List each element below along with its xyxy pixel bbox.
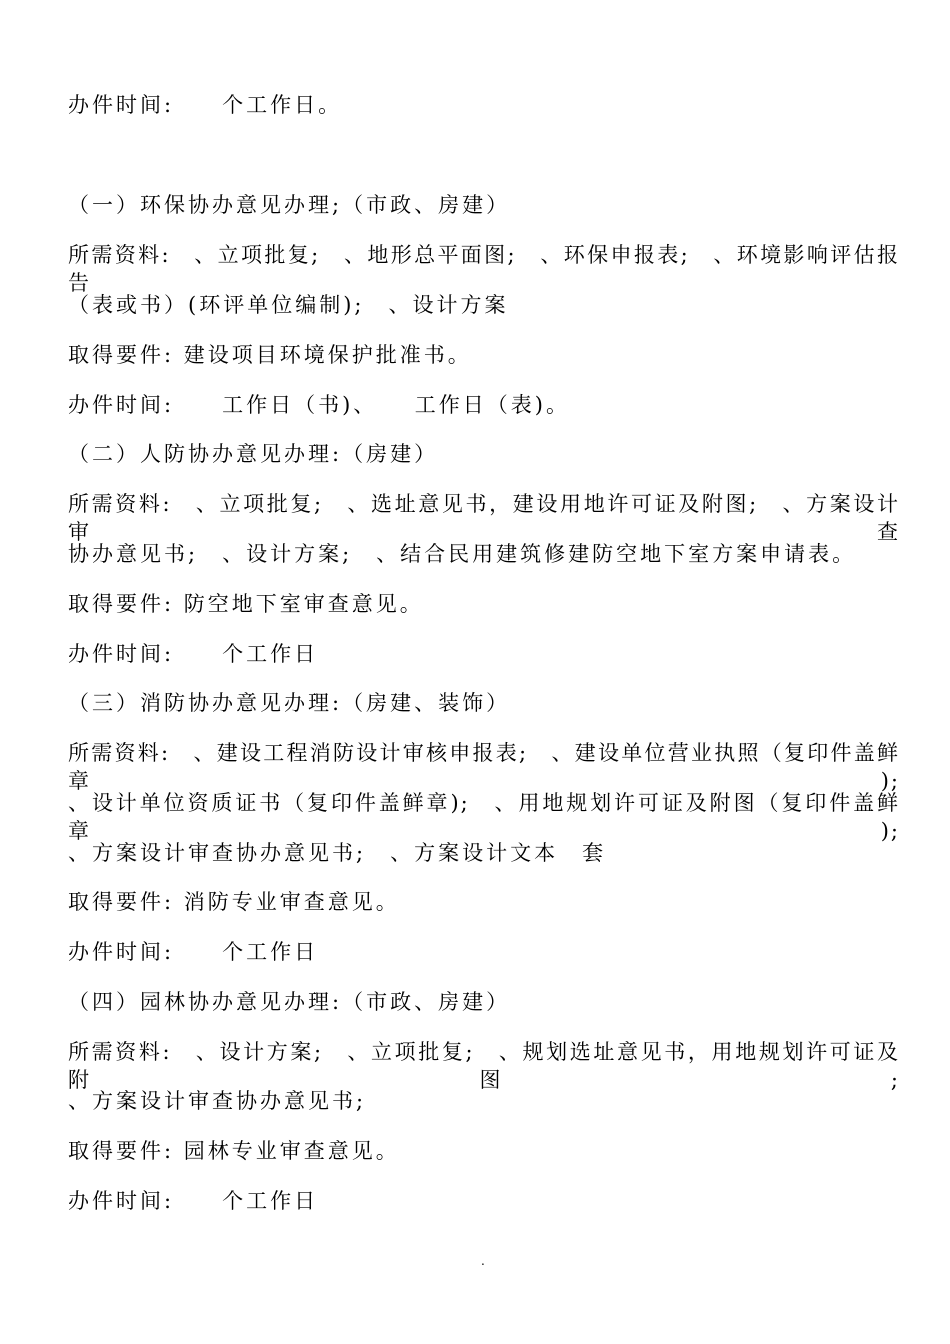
text-line-required-materials: 所需资料: 、立项批复; 、选址意见书，建设用地许可证及附图; 、方案设计审查 [68,492,900,544]
text-line-work-time: 办件时间: 个工作日。 [68,93,343,117]
text-line-obtained-document: 取得要件: 防空地下室审查意见。 [68,592,424,616]
section-heading-environmental: （一）环保协办意见办理;（市政、房建） [68,193,511,217]
text-line-work-time: 办件时间: 工作日（书)、 工作日（表)。 [68,393,570,417]
text-line-work-time: 办件时间: 个工作日 [68,940,319,964]
text-line-required-materials-cont: 、方案设计审查协办意见书; [68,1089,367,1113]
text-line-obtained-document: 取得要件: 消防专业审查意见。 [68,890,400,914]
text-line-required-materials: 所需资料: 、设计方案; 、立项批复; 、规划选址意见书，用地规划许可证及附图; [68,1040,900,1092]
text-line-work-time: 办件时间: 个工作日 [68,642,319,666]
page-footer-mark: . [481,1254,485,1268]
text-line-required-materials: 所需资料: 、立项批复; 、地形总平面图; 、环保申报表; 、环境影响评估报告 [68,243,900,295]
section-heading-civil-defense: （二）人防协办意见办理:（房建） [68,442,439,466]
text-line-obtained-document: 取得要件: 建设项目环境保护批准书。 [68,343,472,367]
section-heading-fire-protection: （三）消防协办意见办理:（房建、装饰） [68,691,511,715]
text-line-required-materials-cont: （表或书）(环评单位编制); 、设计方案 [68,293,509,317]
text-line-required-materials-cont: 、方案设计审查协办意见书; 、方案设计文本 套 [68,841,607,865]
text-line-required-materials-cont: 协办意见书; 、设计方案; 、结合民用建筑修建防空地下室方案申请表。 [68,542,857,566]
text-line-work-time: 办件时间: 个工作日 [68,1189,319,1213]
section-heading-landscaping: （四）园林协办意见办理:（市政、房建） [68,990,511,1014]
text-line-obtained-document: 取得要件: 园林专业审查意见。 [68,1139,400,1163]
text-line-required-materials: 所需资料: 、建设工程消防设计审核申报表; 、建设单位营业执照（复印件盖鲜章); [68,741,900,793]
text-line-required-materials-cont: 、设计单位资质证书（复印件盖鲜章); 、用地规划许可证及附图（复印件盖鲜章); [68,791,900,843]
